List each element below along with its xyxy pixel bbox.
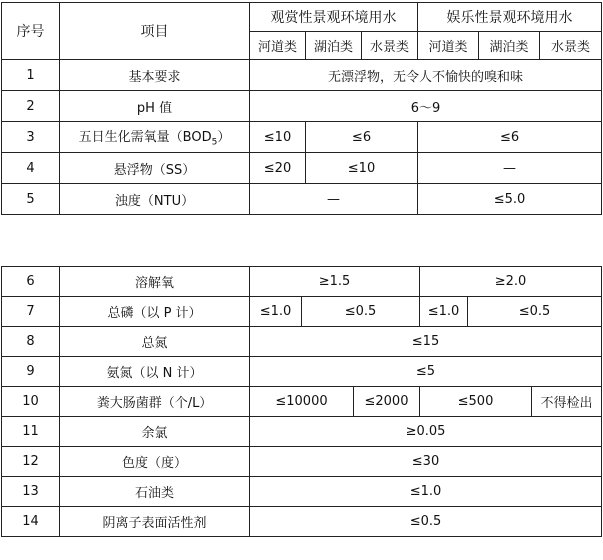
row-item: 氨氮（以 N 计） <box>60 357 250 387</box>
row-value-lake-fountain-2: ≤0.5 <box>468 297 602 327</box>
header-sub-lake-1: 湖泊类 <box>306 32 362 60</box>
row-number: 7 <box>2 297 60 327</box>
table-row <box>2 122 602 153</box>
row-item: 基本要求 <box>60 60 250 91</box>
row-number: 2 <box>2 91 60 122</box>
header-seq: 序号 <box>2 3 60 60</box>
table-row <box>2 153 602 184</box>
row-value-river: ≤20 <box>250 153 306 184</box>
table-row <box>2 184 602 215</box>
row-item <box>60 122 250 153</box>
header-recreational: 娱乐性景观环境用水 <box>418 3 602 32</box>
table-row <box>2 297 602 327</box>
water-quality-table-part1 <box>1 2 602 215</box>
table-row <box>2 417 602 447</box>
row-item: 阴离子表面活性剂 <box>60 507 250 537</box>
header-row-1 <box>2 3 602 32</box>
bod-subscript: 5 <box>211 137 218 148</box>
row-item: pH 值 <box>60 91 250 122</box>
table-row <box>2 477 602 507</box>
row-value: ≥0.05 <box>250 417 602 447</box>
row-number: 1 <box>2 60 60 91</box>
row-value-4: 不得检出 <box>532 387 602 417</box>
row-number: 9 <box>2 357 60 387</box>
row-value-lake-fountain-1: ≤0.5 <box>302 297 420 327</box>
row-value: ≤0.5 <box>250 507 602 537</box>
row-value-3: ≤500 <box>420 387 532 417</box>
row-value: 6～9 <box>250 91 602 122</box>
header-sub-lake-2: 湖泊类 <box>479 32 540 60</box>
table-row <box>2 507 602 537</box>
row-value: ≤5 <box>250 357 602 387</box>
header-item: 项目 <box>60 3 250 60</box>
row-value: ≤15 <box>250 327 602 357</box>
row-number: 5 <box>2 184 60 215</box>
row-value: ≤30 <box>250 447 602 477</box>
water-quality-table-part2 <box>1 266 602 537</box>
row-value: 无漂浮物，无令人不愉快的嗅和味 <box>250 60 602 91</box>
row-number: 8 <box>2 327 60 357</box>
row-number: 3 <box>2 122 60 153</box>
row-item: 石油类 <box>60 477 250 507</box>
row-value-lake-fountain: ≤10 <box>306 153 418 184</box>
row-value-river: ≤10 <box>250 122 306 153</box>
row-number: 13 <box>2 477 60 507</box>
row-item: 总磷（以 P 计） <box>60 297 250 327</box>
table-row <box>2 267 602 297</box>
row-item: 粪大肠菌群（个/L） <box>60 387 250 417</box>
row-number: 4 <box>2 153 60 184</box>
table-row <box>2 387 602 417</box>
bod-label-end: ） <box>217 130 231 146</box>
row-value-ornamental: ≥1.5 <box>250 267 420 297</box>
row-item: 余氯 <box>60 417 250 447</box>
header-sub-fountain-2: 水景类 <box>540 32 602 60</box>
row-value-recreational: ≤5.0 <box>418 184 602 215</box>
row-value: ≤1.0 <box>250 477 602 507</box>
row-value-river-1: ≤1.0 <box>250 297 302 327</box>
row-number: 11 <box>2 417 60 447</box>
row-item: 悬浮物（SS） <box>60 153 250 184</box>
row-item: 浊度（NTU） <box>60 184 250 215</box>
table-row <box>2 357 602 387</box>
row-value-2: ≤2000 <box>354 387 420 417</box>
bod-label: 五日生化需氧量（BOD <box>78 130 212 146</box>
row-item: 溶解氧 <box>60 267 250 297</box>
row-number: 12 <box>2 447 60 477</box>
row-value-recreational: ≥2.0 <box>420 267 602 297</box>
row-number: 6 <box>2 267 60 297</box>
table-row <box>2 447 602 477</box>
row-value-recreational: — <box>418 153 602 184</box>
table-row <box>2 60 602 91</box>
row-value-lake-fountain: ≤6 <box>306 122 418 153</box>
header-sub-river-1: 河道类 <box>250 32 306 60</box>
header-ornamental: 观赏性景观环境用水 <box>250 3 418 32</box>
row-number: 14 <box>2 507 60 537</box>
table-row <box>2 91 602 122</box>
row-item: 总氮 <box>60 327 250 357</box>
row-number: 10 <box>2 387 60 417</box>
row-value-recreational: ≤6 <box>418 122 602 153</box>
table-row <box>2 327 602 357</box>
row-value-ornamental: — <box>250 184 418 215</box>
header-sub-fountain-1: 水景类 <box>362 32 418 60</box>
row-item: 色度（度） <box>60 447 250 477</box>
row-value-1: ≤10000 <box>250 387 354 417</box>
row-value-river-2: ≤1.0 <box>420 297 468 327</box>
header-sub-river-2: 河道类 <box>418 32 479 60</box>
